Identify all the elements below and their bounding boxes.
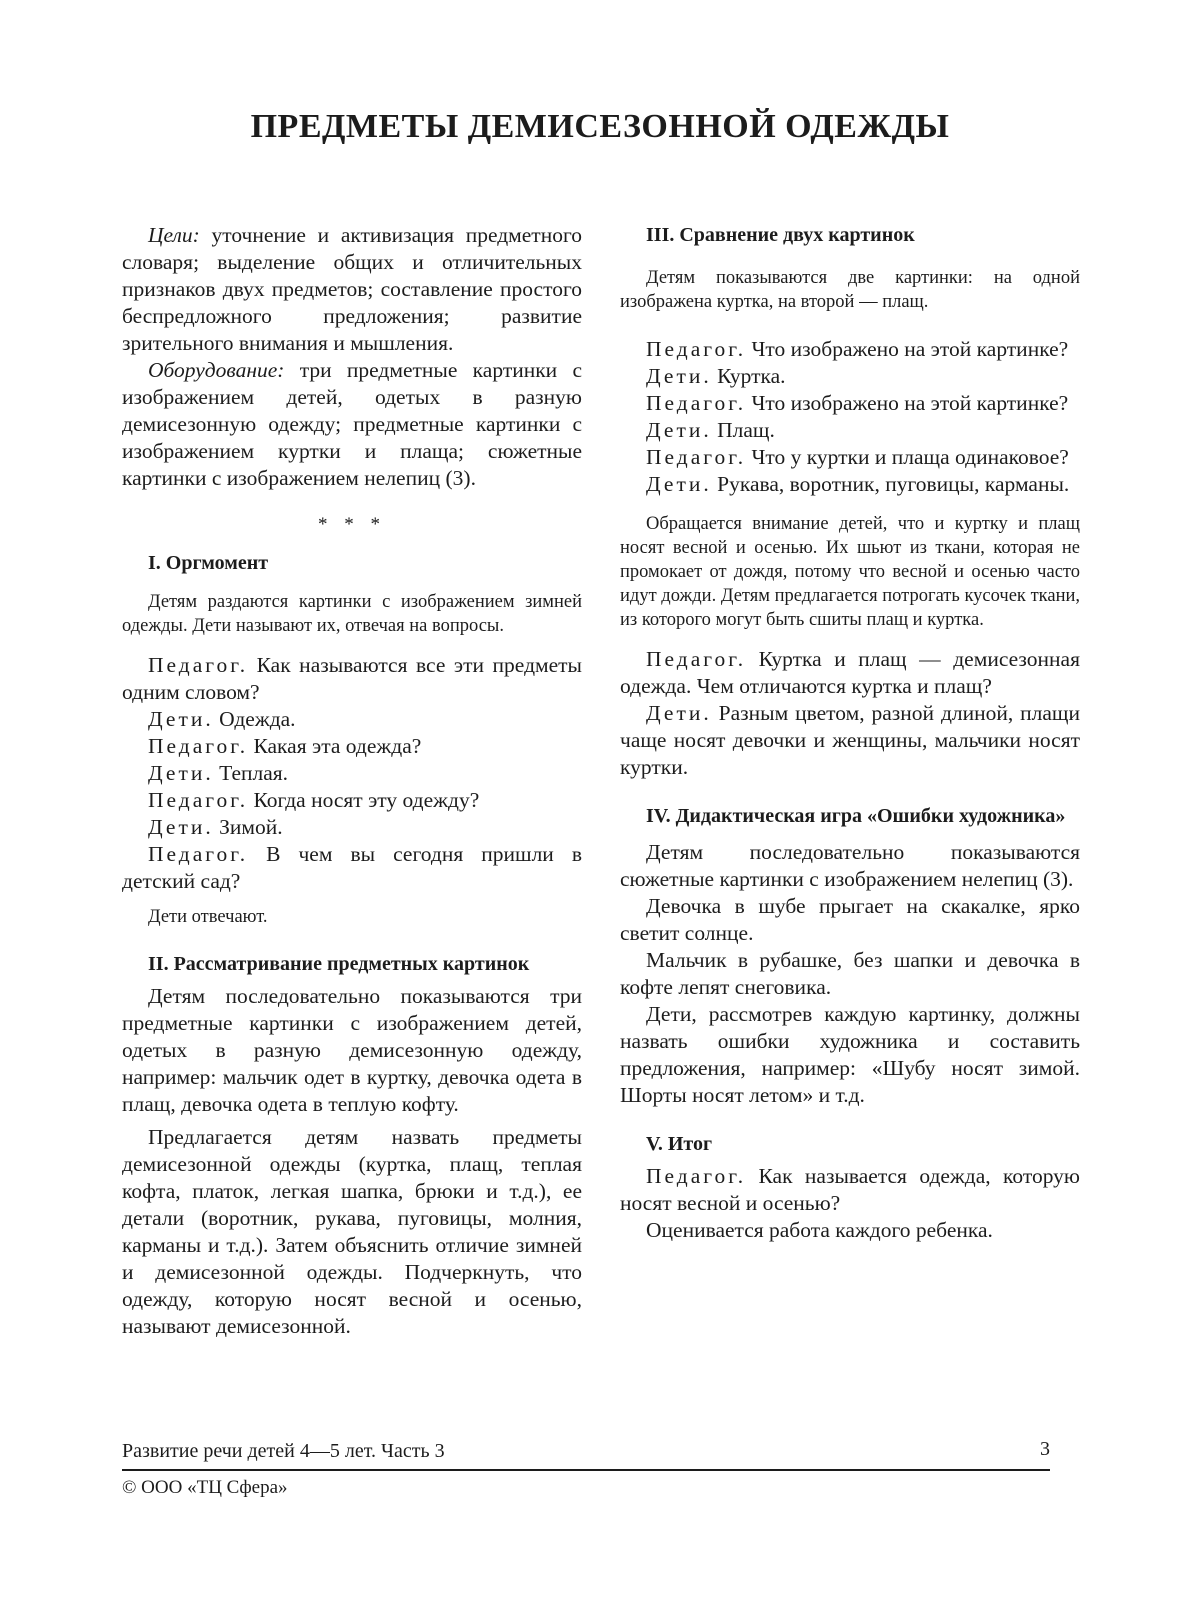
section-2-paragraph-1: Детям последовательно показываются три предметные картинки с изображением детей, одетых в разную демисезонную одежду, например: мальчик одет в куртку, девочка одета в плащ, девочка одета в теплую кофту.: [122, 984, 582, 1116]
section-3-intro: Детям показываются две картинки: на одной изображена куртка, на второй — плащ.: [620, 268, 1080, 312]
dialog-speaker: Дети.: [646, 418, 712, 442]
dialog-text: Что изображено на этой картинке?: [746, 337, 1069, 361]
dialog-text: Когда носят эту одежду?: [248, 788, 480, 812]
dialog-text: В чем вы сегодня пришли в детский сад?: [122, 842, 582, 893]
right-column: [620, 222, 1080, 1244]
dialog-text: Что у куртки и плаща одинаковое?: [746, 445, 1069, 469]
section-4-paragraph-3: Мальчик в рубашке, без шапки и девочка в кофте лепят снеговика.: [620, 948, 1080, 999]
dialog-text: Разным цветом, разной длиной, плащи чаще носят девочки и женщины, мальчики носят куртки.: [620, 701, 1080, 779]
equipment-text: три предметные картинки с изображением детей, одетых в разную демисезонную одежду; предметные картинки с изображением куртки и плаща; сюжетные картинки с изображением нелепиц (3).: [122, 358, 582, 490]
section-4-paragraph-4: Дети, рассмотрев каждую картинку, должны назвать ошибки художника и составить предложения, например: «Шубу носят зимой. Шорты носят летом» и т.д.: [620, 1002, 1080, 1107]
dialog-text: Что изображено на этой картинке?: [746, 391, 1069, 415]
goals-label: Цели:: [148, 223, 200, 247]
section-3-note: Обращается внимание детей, что и куртку и плащ носят весной и осенью. Их шьют из ткани, которая не промокает от дождя, потому что весной и осенью часто идут дожди. Детям предлагается потрогать кусочек ткани, из которого могут быть сшиты плащ и куртка.: [620, 514, 1080, 630]
dialog-speaker: Дети.: [148, 707, 214, 731]
section-2-paragraph-2: Предлагается детям назвать предметы демисезонной одежды (куртка, плащ, теплая кофта, платок, легкая шапка, брюки и т.д.), ее детали (воротник, рукава, пуговицы, молния, карманы и т.д.). Затем объяснить отличие зимней и демисезонной одежды. Подчеркнуть, что одежду, которую носят весной и осенью, называют демисезонной.: [122, 1125, 582, 1338]
equipment-paragraph: [122, 357, 582, 492]
dialog-line: [620, 1163, 1080, 1217]
dialog-speaker: Дети.: [646, 364, 712, 388]
footer-divider: [122, 1469, 1050, 1471]
dialog-speaker: Педагог.: [646, 391, 747, 415]
goals-text: уточнение и активизация предметного словаря; выделение общих и отличительных признаков двух предметов; составление простого беспредложного предложения; развитие зрительного внимания и мышления.: [122, 223, 582, 355]
section-1-dialog: [122, 652, 582, 895]
dialog-line: [620, 363, 1080, 390]
section-1-heading: I. Оргмомент: [148, 552, 269, 574]
dialog-line: [620, 471, 1080, 498]
dialog-text: Как называется одежда, которую носят весной и осенью?: [620, 1164, 1080, 1215]
dialog-line: [620, 336, 1080, 363]
dialog-line: [122, 787, 582, 814]
section-5-dialog: [620, 1163, 1080, 1217]
dialog-line: [122, 814, 582, 841]
dialog-line: [122, 841, 582, 895]
goals-paragraph: [122, 222, 582, 357]
dialog-text: Какая эта одежда?: [248, 734, 422, 758]
dialog-line: [122, 706, 582, 733]
book-title: Развитие речи детей 4—5 лет. Часть 3: [122, 1440, 445, 1462]
dialog-text: Зимой.: [213, 815, 283, 839]
page-title: ПРЕДМЕТЫ ДЕМИСЕЗОННОЙ ОДЕЖДЫ: [250, 108, 950, 145]
section-2-heading: II. Рассматривание предметных картинок: [148, 953, 530, 975]
dialog-speaker: Педагог.: [148, 788, 249, 812]
section-3-dialog-2: [620, 646, 1080, 781]
equipment-label: Оборудование:: [148, 358, 285, 382]
dialog-line: [620, 444, 1080, 471]
dialog-line: [620, 700, 1080, 781]
dialog-line: [122, 760, 582, 787]
dialog-speaker: Педагог.: [148, 653, 249, 677]
dialog-speaker: Дети.: [646, 472, 712, 496]
dialog-text: Плащ.: [711, 418, 775, 442]
dialog-line: [620, 390, 1080, 417]
dialog-speaker: Дети.: [148, 815, 214, 839]
section-divider: * * *: [318, 514, 386, 535]
section-4-paragraph-2: Девочка в шубе прыгает на скакалке, ярко светит солнце.: [620, 894, 1080, 945]
dialog-text: Теплая.: [213, 761, 289, 785]
dialog-text: Куртка.: [711, 364, 786, 388]
copyright: © ООО «ТЦ Сфера»: [122, 1477, 288, 1498]
dialog-speaker: Педагог.: [646, 647, 747, 671]
dialog-line: [122, 652, 582, 706]
dialog-speaker: Педагог.: [148, 734, 249, 758]
dialog-text: Как называются все эти предметы одним словом?: [122, 653, 582, 704]
dialog-line: [620, 417, 1080, 444]
left-column: [122, 222, 582, 1340]
dialog-speaker: Дети.: [646, 701, 712, 725]
dialog-line: [620, 646, 1080, 700]
dialog-text: Одежда.: [213, 707, 296, 731]
dialog-text: Куртка и плащ — демисезонная одежда. Чем отличаются куртка и плащ?: [620, 647, 1080, 698]
dialog-speaker: Дети.: [148, 761, 214, 785]
dialog-speaker: Педагог.: [646, 1164, 747, 1188]
section-1-note: Дети отвечают.: [148, 907, 268, 927]
dialog-speaker: Педагог.: [148, 842, 249, 866]
section-5-heading: V. Итог: [646, 1133, 713, 1155]
dialog-text: Рукава, воротник, пуговицы, карманы.: [711, 472, 1070, 496]
dialog-speaker: Педагог.: [646, 337, 747, 361]
section-4-paragraph-1: Детям последовательно показываются сюжетные картинки с изображением нелепиц (3).: [620, 840, 1080, 891]
dialog-speaker: Педагог.: [646, 445, 747, 469]
section-4-heading: IV. Дидактическая игра «Ошибки художника»: [646, 805, 1066, 827]
section-3-dialog: [620, 336, 1080, 498]
section-5-paragraph: Оценивается работа каждого ребенка.: [646, 1218, 993, 1242]
page-number: 3: [1040, 1438, 1050, 1460]
section-1-intro: Детям раздаются картинки с изображением зимней одежды. Дети называют их, отвечая на вопросы.: [122, 592, 582, 636]
dialog-line: [122, 733, 582, 760]
section-3-heading: III. Сравнение двух картинок: [646, 224, 915, 246]
